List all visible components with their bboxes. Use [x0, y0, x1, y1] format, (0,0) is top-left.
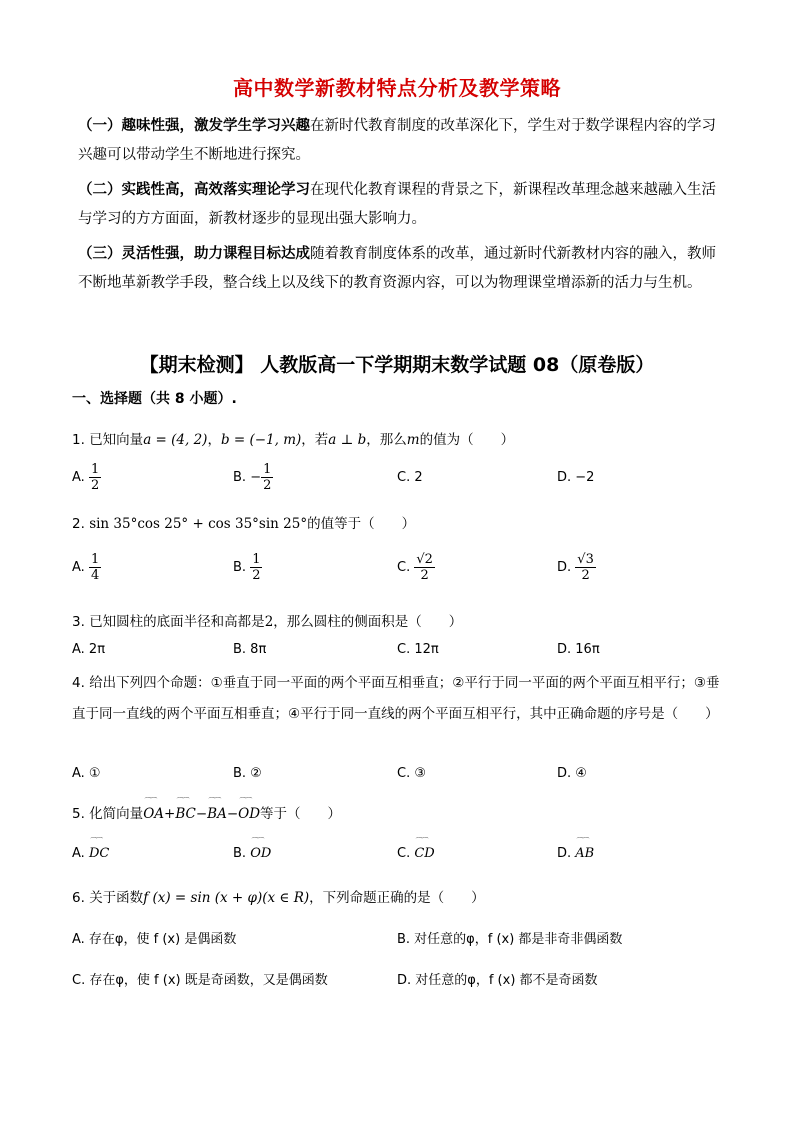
vector: ⌒⌒ AB [575, 846, 594, 861]
operator: − [226, 806, 239, 822]
question-text: 化简向量 [89, 806, 144, 822]
question-2 [72, 512, 415, 532]
option-label: A. [72, 560, 85, 575]
option-d[interactable]: D. 16π [557, 642, 600, 657]
question-number: 3. [72, 614, 85, 630]
question-text: ，若 [301, 432, 329, 448]
vector: ⌒⌒ BC [175, 806, 196, 822]
math-expression: a ⊥ b [328, 432, 367, 448]
numerator: √3 [577, 552, 594, 567]
question-text: 已知向量 [89, 432, 144, 448]
option-a[interactable]: A. 存在φ，使 f (x) 是偶函数 [72, 932, 237, 947]
question-text: 已知圆柱的底面半径和高都是 [89, 614, 265, 630]
option-b[interactable]: B. 8π [233, 642, 267, 657]
option-c[interactable]: C. 12π [397, 642, 439, 657]
option-b[interactable] [233, 462, 273, 493]
option-d[interactable]: D. ④ [557, 766, 587, 781]
option-b[interactable] [233, 552, 262, 583]
fraction [575, 552, 596, 583]
math-expression: b = (−1, m) [220, 432, 302, 448]
minus-sign: − [250, 470, 262, 485]
question-number: 1. [72, 432, 85, 448]
denominator: 2 [263, 478, 272, 493]
math-variable: m [406, 432, 420, 448]
question-number: 5. [72, 806, 85, 822]
denominator: 2 [581, 568, 590, 583]
option-d[interactable] [557, 846, 594, 861]
intro-text-1: 在新时代教育制度的改革深化下，学生对于数学课程内容的学习兴趣可以带动学生不断地进行探究。 [78, 118, 716, 163]
numerator: 1 [263, 462, 272, 477]
vector: ⌒⌒ CD [414, 846, 434, 861]
option-label: D. [557, 560, 572, 575]
option-label: B. [233, 470, 247, 485]
question-number: 4. [72, 675, 85, 691]
operator: − [195, 806, 208, 822]
option-c[interactable]: C. ③ [397, 766, 426, 781]
option-d[interactable]: D. −2 [557, 470, 595, 485]
option-a[interactable] [72, 462, 101, 493]
option-c[interactable] [397, 552, 435, 583]
question-text: 关于函数 [89, 890, 144, 906]
option-label: B. [233, 560, 247, 575]
vector: ⌒⌒ OA [143, 806, 164, 822]
option-b[interactable]: B. 对任意的φ，f (x) 都是非奇非偶函数 [397, 932, 623, 947]
numerator: √2 [416, 552, 433, 567]
vector: ⌒⌒ OD [250, 846, 271, 861]
intro-text-2: 在现代化教育课程的背景之下，新课程改革理念越来越融入生活与学习的方方面面，新教材逐步的显现出强大影响力。 [78, 182, 716, 227]
option-b[interactable] [233, 846, 271, 861]
vector: ⌒⌒ BA [207, 806, 227, 822]
fraction [89, 552, 101, 583]
question-text: ，那么 [366, 432, 407, 448]
intro-heading-2: （二）实践性高，高效落实理论学习 [78, 182, 310, 198]
option-label: B. [233, 846, 247, 861]
intro-paragraph-3 [78, 240, 718, 298]
denominator: 4 [90, 568, 100, 583]
math-value: 2 [264, 614, 274, 630]
option-a[interactable] [72, 552, 101, 583]
numerator: 1 [90, 552, 100, 567]
option-a[interactable]: A. ① [72, 766, 101, 781]
option-label: D. [557, 846, 572, 861]
option-c[interactable]: C. 2 [397, 470, 423, 485]
intro-paragraph-2 [78, 176, 718, 234]
question-text: ，下列命题正确的是（ ） [309, 890, 485, 906]
intro-paragraph-1 [78, 112, 718, 170]
operator: + [164, 806, 176, 822]
section-heading: 一、选择题（共 8 小题）. [72, 391, 237, 407]
math-expression: sin 35°cos 25° + cos 35°sin 25° [89, 516, 308, 532]
question-6 [72, 886, 485, 906]
option-a[interactable] [72, 846, 109, 861]
option-d[interactable] [557, 552, 596, 583]
denominator: 2 [90, 478, 100, 493]
page-title: 高中数学新教材特点分析及教学策略 [233, 76, 561, 100]
option-c[interactable] [397, 846, 435, 861]
question-text: 的值为（ ） [419, 432, 515, 448]
question-1 [72, 428, 514, 448]
denominator: 2 [420, 568, 429, 583]
question-5 [72, 802, 341, 822]
option-label: A. [72, 846, 85, 861]
exam-title: 【期末检测】 人教版高一下学期期末数学试题 08（原卷版） [139, 354, 655, 376]
question-text: 的值等于（ ） [307, 516, 416, 532]
fraction [250, 552, 262, 583]
question-text: 等于（ ） [260, 806, 342, 822]
question-4 [72, 668, 722, 730]
question-text: ， [207, 432, 221, 448]
option-b[interactable]: B. ② [233, 766, 262, 781]
option-c[interactable]: C. 存在φ，使 f (x) 既是奇函数，又是偶函数 [72, 973, 328, 988]
option-label: C. [397, 560, 411, 575]
question-number: 6. [72, 890, 85, 906]
fraction [261, 462, 273, 493]
math-expression: f (x) = sin (x + φ)(x ∈ R) [143, 890, 310, 906]
fraction [89, 462, 101, 493]
option-label: C. [397, 846, 411, 861]
question-text: ，那么圆柱的侧面积是（ ） [273, 614, 463, 630]
option-a[interactable]: A. 2π [72, 642, 106, 657]
question-3 [72, 610, 462, 630]
option-label: A. [72, 470, 85, 485]
numerator: 1 [252, 552, 261, 567]
intro-heading-1: （一）趣味性强，激发学生学习兴趣 [78, 118, 310, 134]
question-number: 2. [72, 516, 85, 532]
intro-text-3: 随着教育制度体系的改革，通过新时代新教材内容的融入，教师不断地革新教学手段，整合线上以及线下的教育资源内容，可以为物理课堂增添新的活力与生机。 [78, 246, 716, 291]
vector: ⌒⌒ DC [89, 846, 109, 861]
numerator: 1 [90, 462, 100, 477]
math-expression: a = (4, 2) [143, 432, 208, 448]
intro-heading-3: （三）灵活性强，助力课程目标达成 [78, 246, 310, 262]
question-text: 给出下列四个命题：①垂直于同一平面的两个平面互相垂直；②平行于同一平面的两个平面互相平行；③垂直于同一直线的两个平面互相垂直；④平行于同一直线的两个平面互相平行，其中正确命题的序号是（ ） [72, 675, 720, 722]
option-d[interactable]: D. 对任意的φ，f (x) 都不是奇函数 [397, 973, 598, 988]
fraction [414, 552, 435, 583]
denominator: 2 [252, 568, 261, 583]
vector: ⌒⌒ OD [238, 806, 260, 822]
